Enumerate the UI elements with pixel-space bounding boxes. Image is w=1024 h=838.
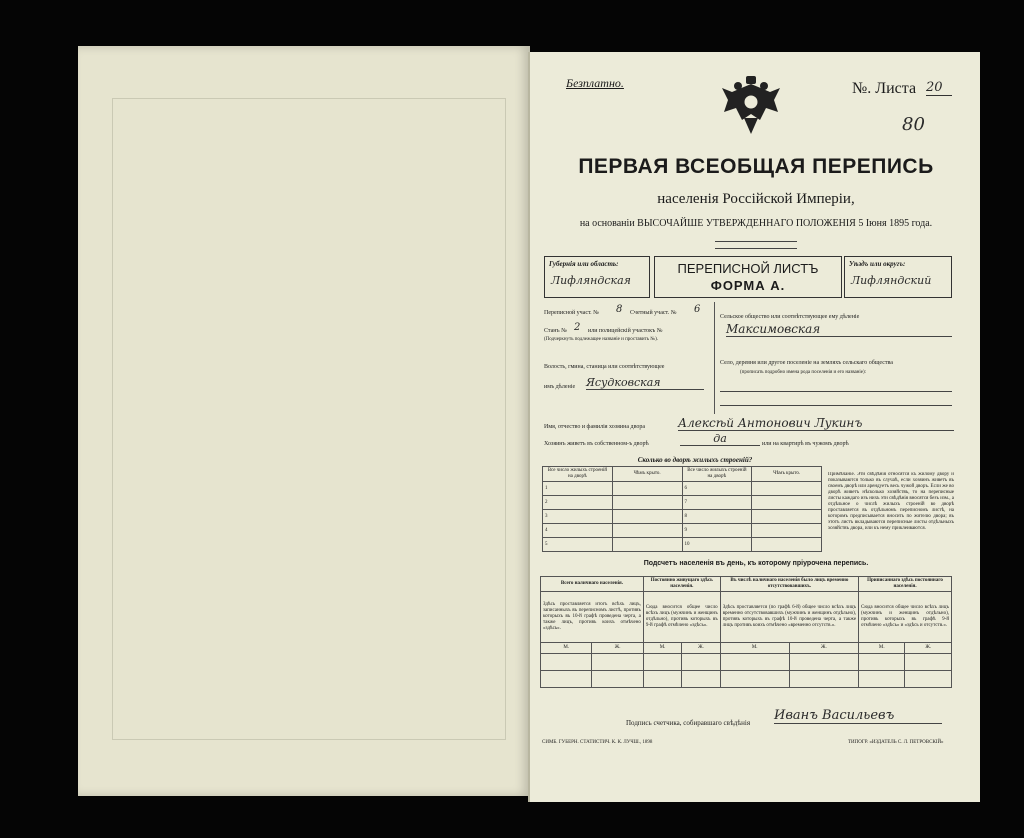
buildings-row-num: 1: [543, 482, 613, 496]
form-main-title: ПЕРВАЯ ВСЕОБЩАЯ ПЕРЕПИСЬ: [578, 155, 934, 178]
signature-value: Иванъ Васильевъ: [774, 708, 942, 724]
buildings-table: [542, 466, 822, 552]
gubernia-label: Губернія или область:: [549, 260, 619, 268]
gubernia-box: [544, 256, 650, 298]
society-label: Сельское общество или соотвѣтствующее ему дѣленіе: [720, 314, 860, 320]
pop-col-2-note: Сюда вносится общее число всѣхъ лицъ (мужчинъ и женщинъ отдѣльно), противъ которыхъ въ 9-й графѣ отмѣчено «здѣсь».: [643, 592, 720, 643]
pop-col-1-header: Всего наличнаго населенія.: [541, 577, 644, 592]
buildings-row-num: 4: [543, 524, 613, 538]
female-header: Ж.: [789, 643, 858, 654]
female-header: Ж.: [905, 643, 952, 654]
volost-label: Волость, гмина, станица или соотвѣтствующее: [544, 364, 665, 370]
census-district-label: Счетный участ. №: [630, 310, 677, 316]
sheet-number-value: 20: [926, 80, 952, 96]
pop-col-3-note: Здѣсь проставляется (по графѣ 6-й) общее число всѣхъ лицъ временно отсутствовавшихъ (мужчинъ и женщинъ отдѣльно), противъ которыхъ въ графѣ 10-й проведена черта, а также лицъ противъ коихъ отмѣчено «временно отсутств.».: [720, 592, 858, 643]
census-form-page: [528, 52, 980, 802]
uezd-label: Уѣздъ или округъ:: [849, 260, 906, 268]
buildings-row-num: 9: [682, 524, 752, 538]
male-header: М.: [720, 643, 789, 654]
stan-value: 2: [574, 322, 581, 333]
double-headed-eagle-emblem: [720, 74, 782, 138]
buildings-row-num: 3: [543, 510, 613, 524]
female-header: Ж.: [682, 643, 720, 654]
pop-col-4-header: Приписаннаго здѣсь постояннаго населенія.: [859, 577, 952, 592]
underline-note: (Подчеркнуть подлежащее названіе и проставить №).: [544, 337, 658, 342]
printer-left: СИМБ. ГУБЕРН. СТАТИСТИЧ. К. К. ЛУЧШ., 1898: [542, 740, 653, 745]
buildings-row-num: 7: [682, 496, 752, 510]
village-label: Село, деревня или другое поселеніе на земляхъ сельскаго общества: [720, 360, 893, 366]
volost-value: Ясудковская: [586, 376, 704, 390]
uezd-value: Лифляндский: [851, 274, 932, 287]
village-note: (прописать подробно имена рода поселенія и его названіе):: [740, 370, 867, 375]
form-title-box: [654, 256, 842, 298]
male-header: М.: [859, 643, 905, 654]
village-line-2: [720, 404, 952, 406]
buildings-col2-header: Чѣмъ крыто.: [612, 467, 682, 482]
own-house-label: Хозяинъ живетъ въ собственном-ъ дворѣ: [544, 441, 649, 447]
population-table: [540, 576, 952, 688]
left-page: [78, 46, 530, 796]
buildings-col1-header: Все число жилыхъ строеній на дворѣ: [543, 467, 613, 482]
buildings-col4-header: Чѣмъ крыто.: [752, 467, 822, 482]
counting-district-value: 8: [616, 304, 623, 315]
buildings-row-num: 5: [543, 538, 613, 552]
pop-col-2-header: Постоянно живущаго здѣсь населенія.: [643, 577, 720, 592]
village-line-1: [720, 390, 952, 392]
free-label: Безплатно.: [566, 76, 624, 90]
ornament-divider: [715, 241, 797, 249]
police-label: или полицейскій участокъ №: [588, 328, 663, 334]
stan-label: Станъ №: [544, 328, 567, 334]
buildings-row-num: 2: [543, 496, 613, 510]
counting-district-label: Переписной участ. №: [544, 310, 599, 316]
pop-col-3-header: Въ числѣ наличнаго населенія было лицъ временно отсутствовавшихъ.: [720, 577, 858, 592]
male-header: М.: [643, 643, 681, 654]
census-district-value: 6: [694, 304, 701, 315]
pop-col-4-note: Сюда вносится общее число всѣхъ лицъ (мужчинъ и женщинъ отдѣльно), противъ которыхъ въ графѣ 9-й отмѣчено «здѣсь» и «здѣсь и отсутств.».: [859, 592, 952, 643]
owner-value: Алексѣй Антонович Лукинъ: [678, 416, 954, 431]
male-header: М.: [541, 643, 592, 654]
printer-right: ТИПОГР. «ИЗДАТЕЛЬ С. Л. ПЕТРОВСКІЙ»: [848, 740, 944, 745]
female-header: Ж.: [592, 643, 644, 654]
own-house-value: да: [680, 432, 760, 446]
note-text: Примѣчаніе. Эти свѣдѣнія относятся къ жилому двору и показываются только въ случаѣ, если хозяинъ живетъ въ своемъ дворѣ или арендуетъ весь чужой дворъ. Если же во дворѣ живетъ нѣсколько хозяйствъ, то на переписные листы каждаго изъ нихъ эти свѣдѣнія вносятся безъ изм., а отдѣльное о числѣ жилыхъ строеній во дворѣ проставляется въ отдѣльномъ переписномъ листѣ, на которомъ предписывается вносить по жителю двора; въ этотъ листъ вкладываются переписные листы отдѣльныхъ хозяйствъ двора, или къ нему приклеиваются.: [828, 472, 954, 531]
uezd-box: [844, 256, 952, 298]
vertical-divider: [714, 302, 715, 414]
buildings-row-num: 8: [682, 510, 752, 524]
sheet-number-label: №. Листа: [852, 80, 917, 97]
bleed-through-table: [112, 98, 506, 740]
buildings-row-num: 10: [682, 538, 752, 552]
rent-label: или на квартирѣ въ чужомъ дворѣ: [762, 441, 849, 447]
signature-label: Подпись счетчика, собиравшаго свѣдѣнія: [626, 719, 751, 727]
basis-line: на основаніи ВЫСОЧАЙШЕ УТВЕРЖДЕННАГО ПОЛОЖЕНІЯ 5 Іюня 1895 года.: [579, 218, 933, 229]
population-heading: Подсчетъ населенія въ день, къ которому пріурочена перепись.: [643, 560, 869, 567]
pop-col-1-note: Здѣсь проставляется итогъ всѣхъ лицъ, записанныхъ въ переписномъ листѣ, противъ которыхъ въ 10-й графѣ проведена черта, а также лицъ, противъ коихъ отмѣчено «здѣсь».: [541, 592, 644, 643]
owner-label: Имя, отчество и фамилія хозяина двора: [544, 424, 646, 430]
gubernia-value: Лифляндская: [551, 274, 631, 287]
page-mark: 80: [902, 114, 925, 135]
form-subtitle: населенія Россійской Имперіи,: [657, 191, 855, 207]
buildings-heading: Сколько во дворѣ жилыхъ строеній?: [637, 456, 753, 464]
buildings-row-num: 6: [682, 482, 752, 496]
volost-label2: имъ дѣленіе: [544, 384, 576, 390]
society-value: Максимовская: [726, 322, 952, 337]
buildings-col3-header: Все число жилыхъ строеній на дворѣ: [682, 467, 752, 482]
form-title: ПЕРЕПИСНОЙ ЛИСТЪ: [677, 261, 819, 276]
form-letter: ФОРМА А.: [710, 278, 786, 293]
